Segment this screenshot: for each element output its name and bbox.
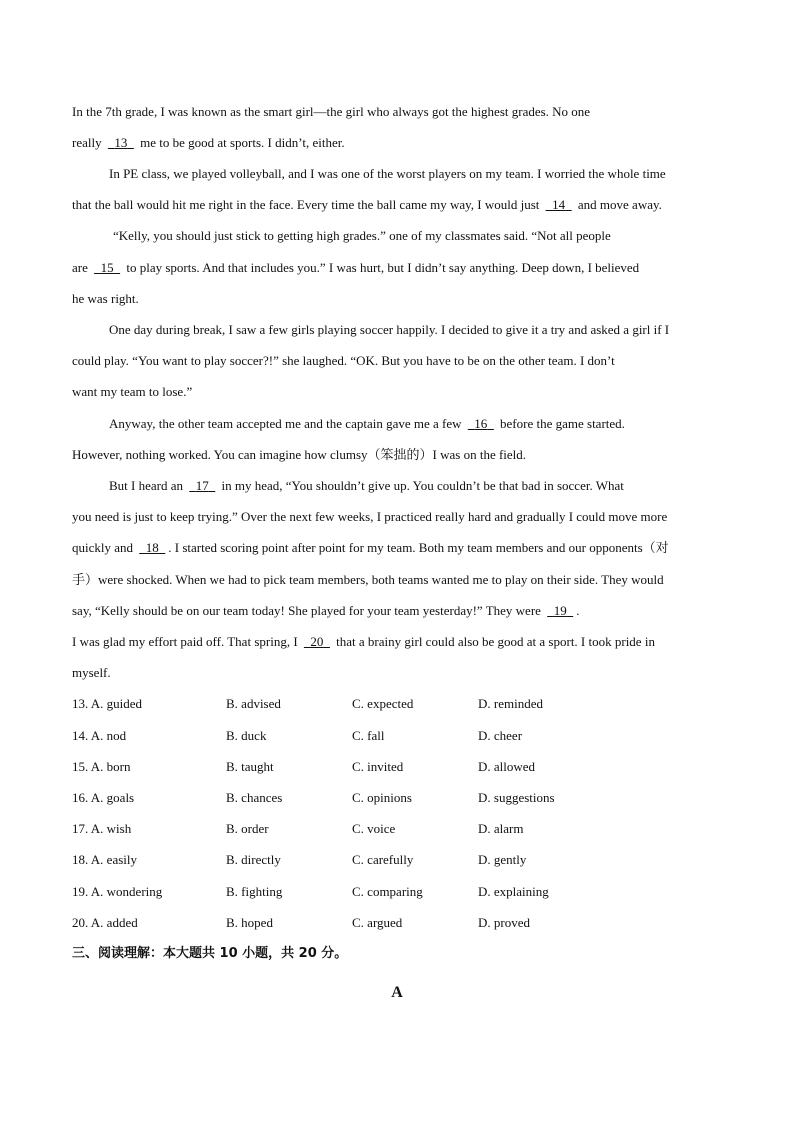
- option-a: 17. A. wish: [72, 821, 132, 836]
- option-b: B. advised: [226, 696, 281, 711]
- question-14-options: [72, 726, 732, 746]
- option-b: B. chances: [226, 790, 283, 805]
- passage-line: myself.: [72, 665, 111, 680]
- option-a: 16. A. goals: [72, 790, 135, 805]
- passage-line: [72, 601, 732, 621]
- option-b: B. order: [226, 821, 269, 836]
- question-20-options: [72, 913, 732, 933]
- option-c: C. expected: [352, 696, 414, 711]
- question-15-options: [72, 757, 732, 777]
- option-b: B. taught: [226, 759, 274, 774]
- passage-text: quickly and: [72, 540, 137, 555]
- option-c: C. comparing: [352, 884, 423, 899]
- passage-line: you need is just to keep trying.” Over the next few weeks, I practiced really hard and gradually I could move more: [72, 509, 668, 524]
- passage-line: In PE class, we played volleyball, and I was one of the worst players on my team. I worried the whole time: [109, 166, 666, 181]
- passage-text: I was glad my effort paid off. That spring, I: [72, 634, 301, 649]
- question-19-options: [72, 882, 732, 902]
- passage-line: he was right.: [72, 291, 139, 306]
- passage-line: [109, 414, 769, 434]
- passage-line: [72, 133, 732, 153]
- blank-14: 14: [552, 197, 566, 212]
- option-d: D. allowed: [478, 759, 536, 774]
- passage-text: that the ball would hit me right in the face. Every time the ball came my way, I would just: [72, 197, 543, 212]
- option-c: C. opinions: [352, 790, 412, 805]
- passage-line: want my team to lose.”: [72, 384, 193, 399]
- question-17-options: [72, 819, 732, 839]
- blank-20: 20: [310, 634, 324, 649]
- passage-text: But I heard an: [109, 478, 187, 493]
- passage-line: [72, 195, 732, 215]
- option-c: C. argued: [352, 915, 403, 930]
- option-c: C. invited: [352, 759, 404, 774]
- question-18-options: [72, 850, 732, 870]
- passage-text: .: [576, 603, 580, 618]
- passage-text: are: [72, 260, 92, 275]
- passage-text: . I started scoring point after point for my team. Both my team members and our opponents（对: [168, 540, 669, 555]
- part-title: A: [391, 984, 403, 1001]
- option-b: B. duck: [226, 728, 267, 743]
- passage-text: me to be good at sports. I didn’t, either.: [136, 135, 345, 150]
- passage-text: Anyway, the other team accepted me and the captain gave me a few: [109, 416, 465, 431]
- passage-line: However, nothing worked. You can imagine how clumsy（笨拙的）I was on the field.: [72, 447, 527, 462]
- option-d: D. cheer: [478, 728, 523, 743]
- passage-text: really: [72, 135, 105, 150]
- option-d: D. alarm: [478, 821, 524, 836]
- question-16-options: [72, 788, 732, 808]
- option-a: 18. A. easily: [72, 852, 137, 867]
- passage-line: 手）were shocked. When we had to pick team members, both teams wanted me to play on their side. They would: [72, 572, 664, 587]
- passage-text: say, “Kelly should be on our team today! She played for your team yesterday!” They were: [72, 603, 545, 618]
- option-b: B. hoped: [226, 915, 273, 930]
- passage-line: “Kelly, you should just stick to getting high grades.” one of my classmates said. “Not all people: [113, 228, 611, 243]
- option-d: D. suggestions: [478, 790, 555, 805]
- passage-line: [72, 538, 732, 558]
- option-a: 15. A. born: [72, 759, 131, 774]
- passage-text: that a brainy girl could also be good at a sport. I took pride in: [332, 634, 655, 649]
- option-d: D. gently: [478, 852, 527, 867]
- option-d: D. proved: [478, 915, 530, 930]
- option-b: B. directly: [226, 852, 281, 867]
- passage-text: before the game started.: [496, 416, 625, 431]
- option-a: 20. A. added: [72, 915, 138, 930]
- option-d: D. explaining: [478, 884, 549, 899]
- blank-15: 15: [100, 260, 114, 275]
- blank-16: 16: [474, 416, 488, 431]
- option-b: B. fighting: [226, 884, 283, 899]
- passage-text: to play sports. And that includes you.” I was hurt, but I didn’t say anything. Deep down, I believed: [123, 260, 640, 275]
- blank-17: 17: [195, 478, 209, 493]
- passage-text: and move away.: [574, 197, 662, 212]
- question-13-options: [72, 694, 732, 714]
- passage-line: One day during break, I saw a few girls playing soccer happily. I decided to give it a try and asked a girl if I: [109, 322, 670, 337]
- option-d: D. reminded: [478, 696, 543, 711]
- option-c: C. voice: [352, 821, 396, 836]
- option-a: 13. A. guided: [72, 696, 143, 711]
- blank-13: 13: [114, 135, 128, 150]
- blank-19: 19: [553, 603, 567, 618]
- passage-line: could play. “You want to play soccer?!” she laughed. “OK. But you have to be on the other team. I don’t: [72, 353, 615, 368]
- passage-line: [72, 632, 732, 652]
- passage-line: [72, 258, 732, 278]
- passage-line: [109, 476, 769, 496]
- option-c: C. carefully: [352, 852, 414, 867]
- option-c: C. fall: [352, 728, 385, 743]
- option-a: 19. A. wondering: [72, 884, 163, 899]
- passage-text: in my head, “You shouldn’t give up. You couldn’t be that bad in soccer. What: [218, 478, 624, 493]
- section-heading: 三、阅读理解：本大题共 10 小题，共 20 分。: [72, 946, 348, 961]
- option-a: 14. A. nod: [72, 728, 127, 743]
- passage-line: In the 7th grade, I was known as the smart girl—the girl who always got the highest grades. No one: [72, 104, 591, 119]
- blank-18: 18: [145, 540, 159, 555]
